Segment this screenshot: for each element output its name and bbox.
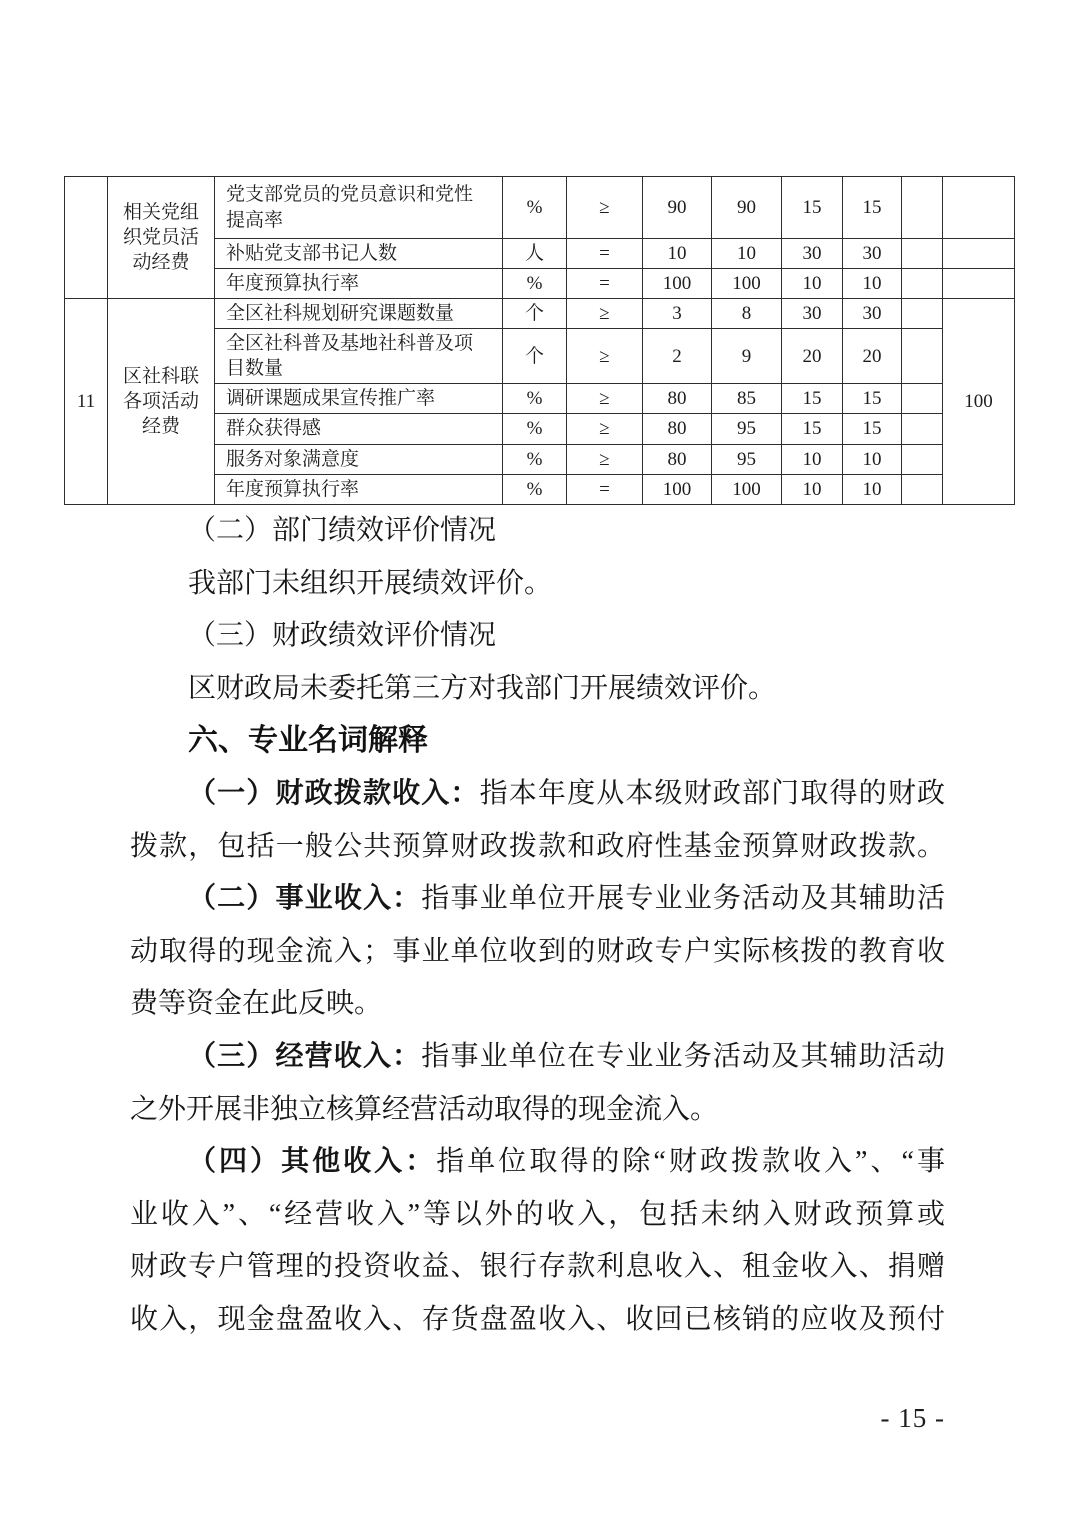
cell-total-score bbox=[943, 177, 1015, 239]
cell-indicator-name: 群众获得感 bbox=[215, 414, 503, 444]
cell-unit: 个 bbox=[503, 329, 567, 384]
cell-indicator-name: 全区社科普及基地社科普及项目数量 bbox=[215, 329, 503, 384]
cell-target-value: 3 bbox=[643, 299, 712, 329]
cell-actual-value: 9 bbox=[712, 329, 782, 384]
cell-target-value: 2 bbox=[643, 329, 712, 384]
term-label: （一）财政拨款收入： bbox=[188, 777, 480, 809]
cell-indicator-name: 全区社科规划研究课题数量 bbox=[215, 299, 503, 329]
body-text bbox=[130, 505, 945, 1347]
cell-comparison-operator: = bbox=[567, 239, 643, 269]
cell-score: 15 bbox=[843, 384, 902, 414]
cell-indicator-name: 年度预算执行率 bbox=[215, 269, 503, 299]
cell-target-value: 80 bbox=[643, 414, 712, 444]
cell-score: 15 bbox=[843, 177, 902, 239]
text-line: （三）财政绩效评价情况 bbox=[188, 620, 497, 652]
cell-blank bbox=[902, 474, 943, 504]
cell-weight: 10 bbox=[782, 269, 843, 299]
cell-comparison-operator: ≥ bbox=[567, 384, 643, 414]
term-label: （四）其他收入： bbox=[188, 1146, 437, 1178]
cell-score: 10 bbox=[843, 269, 902, 299]
cell-indicator-name: 服务对象满意度 bbox=[215, 444, 503, 474]
cell-indicator-name: 补贴党支部书记人数 bbox=[215, 239, 503, 269]
cell-unit: 个 bbox=[503, 299, 567, 329]
cell-indicator-name: 调研课题成果宣传推广率 bbox=[215, 384, 503, 414]
cell-total-score bbox=[943, 269, 1015, 299]
cell-weight: 10 bbox=[782, 474, 843, 504]
cell-blank bbox=[902, 414, 943, 444]
text-line: 之外开展非独立核算经营活动取得的现金流入。 bbox=[130, 1093, 719, 1125]
text-line: （四）其他收入：指单位取得的除“财政拨款收入”、“事 bbox=[188, 1146, 945, 1178]
cell-target-value: 10 bbox=[643, 239, 712, 269]
cell-unit: 人 bbox=[503, 239, 567, 269]
cell-score: 30 bbox=[843, 239, 902, 269]
cell-weight: 10 bbox=[782, 444, 843, 474]
cell-unit: % bbox=[503, 444, 567, 474]
cell-comparison-operator: ≥ bbox=[567, 299, 643, 329]
text-line: 费等资金在此反映。 bbox=[130, 988, 383, 1020]
cell-comparison-operator: ≥ bbox=[567, 414, 643, 444]
cell-score: 30 bbox=[843, 299, 902, 329]
text-line: 我部门未组织开展绩效评价。 bbox=[188, 567, 553, 599]
cell-actual-value: 100 bbox=[712, 269, 782, 299]
cell-weight: 15 bbox=[782, 384, 843, 414]
cell-target-value: 80 bbox=[643, 384, 712, 414]
cell-weight: 15 bbox=[782, 414, 843, 444]
cell-comparison-operator: ≥ bbox=[567, 444, 643, 474]
cell-score: 10 bbox=[843, 474, 902, 504]
cell-comparison-operator: ≥ bbox=[567, 329, 643, 384]
page-number: - 15 - bbox=[880, 1403, 945, 1433]
text-line: 区财政局未委托第三方对我部门开展绩效评价。 bbox=[188, 672, 777, 704]
cell-total-score: 100 bbox=[943, 299, 1015, 505]
text-line: （二）部门绩效评价情况 bbox=[188, 515, 497, 546]
cell-comparison-operator: = bbox=[567, 474, 643, 504]
cell-actual-value: 85 bbox=[712, 384, 782, 414]
cell-target-value: 100 bbox=[643, 474, 712, 504]
cell-project-name: 区社科联各项活动经费 bbox=[108, 299, 215, 505]
text-line: 收入，现金盘盈收入、存货盘盈收入、收回已核销的应收及预付 bbox=[130, 1303, 945, 1335]
cell-actual-value: 10 bbox=[712, 239, 782, 269]
cell-actual-value: 100 bbox=[712, 474, 782, 504]
cell-score: 10 bbox=[843, 444, 902, 474]
cell-unit: % bbox=[503, 269, 567, 299]
cell-sequence-number bbox=[65, 177, 108, 299]
cell-target-value: 80 bbox=[643, 444, 712, 474]
cell-unit: % bbox=[503, 177, 567, 239]
text-line: 拨款，包括一般公共预算财政拨款和政府性基金预算财政拨款。 bbox=[130, 830, 945, 862]
text-line: （三）经营收入：指事业单位在专业业务活动及其辅助活动 bbox=[188, 1040, 945, 1072]
cell-total-score bbox=[943, 239, 1015, 269]
cell-target-value: 90 bbox=[643, 177, 712, 239]
cell-blank bbox=[902, 384, 943, 414]
text-line: 业收入”、“经营收入”等以外的收入，包括未纳入财政预算或 bbox=[130, 1198, 945, 1230]
cell-blank bbox=[902, 444, 943, 474]
text-line: 财政专户管理的投资收益、银行存款利息收入、租金收入、捐赠 bbox=[130, 1251, 945, 1283]
cell-weight: 15 bbox=[782, 177, 843, 239]
text-line: （一）财政拨款收入：指本年度从本级财政部门取得的财政 bbox=[188, 777, 945, 809]
cell-blank bbox=[902, 269, 943, 299]
cell-actual-value: 95 bbox=[712, 444, 782, 474]
cell-indicator-name: 党支部党员的党员意识和党性提高率 bbox=[215, 177, 503, 239]
cell-score: 20 bbox=[843, 329, 902, 384]
text-line: （二）事业收入：指事业单位开展专业业务活动及其辅助活 bbox=[188, 883, 945, 915]
cell-project-name: 相关党组织党员活动经费 bbox=[108, 177, 215, 299]
table-row bbox=[65, 177, 1015, 239]
cell-comparison-operator: = bbox=[567, 269, 643, 299]
cell-actual-value: 8 bbox=[712, 299, 782, 329]
cell-sequence-number: 11 bbox=[65, 299, 108, 505]
table-row bbox=[65, 299, 1015, 329]
cell-weight: 20 bbox=[782, 329, 843, 384]
performance-indicator-table bbox=[64, 176, 1015, 505]
cell-blank bbox=[902, 329, 943, 384]
term-label: （三）经营收入： bbox=[188, 1040, 422, 1072]
cell-actual-value: 95 bbox=[712, 414, 782, 444]
text-line: 动取得的现金流入；事业单位收到的财政专户实际核拨的教育收 bbox=[130, 935, 945, 967]
cell-weight: 30 bbox=[782, 239, 843, 269]
cell-unit: % bbox=[503, 384, 567, 414]
cell-comparison-operator: ≥ bbox=[567, 177, 643, 239]
cell-unit: % bbox=[503, 414, 567, 444]
cell-actual-value: 90 bbox=[712, 177, 782, 239]
term-label: （二）事业收入： bbox=[188, 883, 422, 915]
section-heading: 六、专业名词解释 bbox=[188, 724, 428, 758]
cell-indicator-name: 年度预算执行率 bbox=[215, 474, 503, 504]
cell-blank bbox=[902, 239, 943, 269]
cell-blank bbox=[902, 299, 943, 329]
cell-score: 15 bbox=[843, 414, 902, 444]
cell-blank bbox=[902, 177, 943, 239]
cell-target-value: 100 bbox=[643, 269, 712, 299]
cell-weight: 30 bbox=[782, 299, 843, 329]
cell-unit: % bbox=[503, 474, 567, 504]
